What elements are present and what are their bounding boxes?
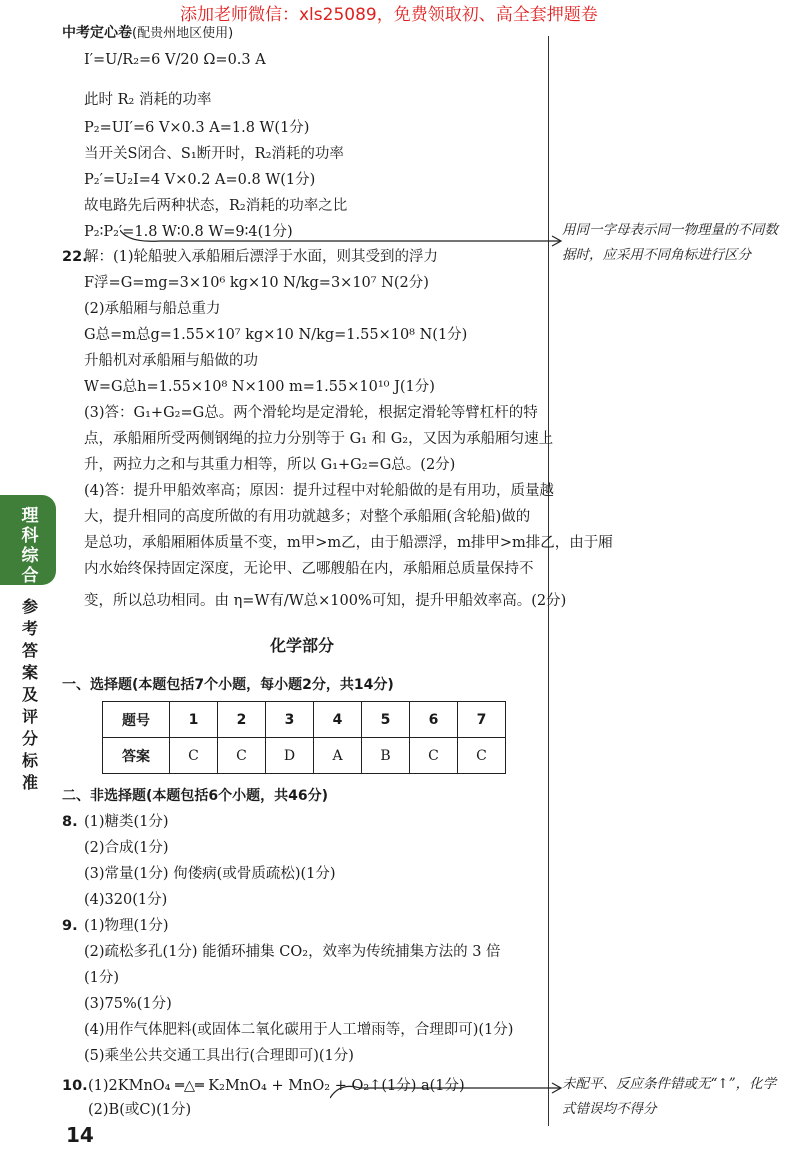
answer-line: (1)物理(1分) <box>84 918 169 934</box>
answer-line: 升，两拉力之和与其重力相等，所以 G₁+G₂=G总。(2分) <box>84 457 456 473</box>
answer-line: (3)答：G₁+G₂=G总。两个滑轮均是定滑轮，根据定滑轮等臂杠杆的特 <box>84 405 538 421</box>
chemistry-title: 化学部分 <box>270 636 335 655</box>
table-cell: 题号 <box>103 702 170 738</box>
table-cell: A <box>314 738 362 774</box>
answer-line: 内水始终保持固定深度，无论甲、乙哪艘船在内，承船厢总质量保持不 <box>84 561 534 577</box>
question-number: 8. <box>62 814 78 830</box>
margin-divider <box>548 36 549 1126</box>
table-cell: 6 <box>410 702 458 738</box>
note-arrow-icon <box>330 1078 565 1104</box>
table-row <box>103 738 506 774</box>
table-cell: 3 <box>266 702 314 738</box>
table-cell: 2 <box>218 702 266 738</box>
answer-line: 解：(1)轮船驶入承船厢后漂浮于水面，则其受到的浮力 <box>84 249 439 265</box>
answer-line: (2)疏松多孔(1分) 能循环捕集 CO₂，效率为传统捕集方法的 3 倍 <box>84 944 501 960</box>
answer-line: (2)承船厢与船总重力 <box>84 301 221 317</box>
answer-line: (4)答：提升甲船效率高；原因：提升过程中对轮船做的是有用功，质量越 <box>84 483 555 499</box>
answer-line: (3)75%(1分) <box>84 996 172 1012</box>
text-line: 故电路先后两种状态，R₂消耗的功率之比 <box>84 198 348 214</box>
answer-line: (4)320(1分) <box>84 892 168 908</box>
answer-line: 变，所以总功相同。由 η=W有/W总×100%可知，提升甲船效率高。(2分) <box>84 593 567 609</box>
page-header <box>62 22 233 42</box>
equation-line: P₂=UI′=6 V×0.3 A=1.8 W(1分) <box>84 120 310 136</box>
answer-line: (2)B(或C)(1分) <box>88 1102 192 1118</box>
answer-line: (1)2KMnO₄ ═△═ K₂MnO₄ + MnO₂ + O₂↑(1分) a(1分) <box>88 1078 465 1094</box>
answer-line: (4)用作气体肥料(或固体二氧化碳用于人工增雨等，合理即可)(1分) <box>84 1022 514 1038</box>
watermark-text: 添加老师微信：xls25089，免费领取初、高全套押题卷 <box>180 5 598 25</box>
table-cell: C <box>410 738 458 774</box>
header-title: 中考定心卷 <box>62 25 132 41</box>
answer-line: 升船机对承船厢与船做的功 <box>84 353 258 369</box>
answer-line: W=G总h=1.55×10⁸ N×100 m=1.55×10¹⁰ J(1分) <box>84 379 435 395</box>
table-cell: B <box>362 738 410 774</box>
page-number: 14 <box>66 1123 94 1147</box>
margin-note-subscripts: 用同一字母表示同一物理量的不同数据时，应采用不同角标进行区分 <box>562 222 778 263</box>
answer-line: (1)糖类(1分) <box>84 814 169 830</box>
table-cell: C <box>170 738 218 774</box>
question-number: 9. <box>62 918 78 934</box>
side-label: 参考答案及评分标准 <box>21 597 38 792</box>
part2-heading: 二、非选择题(本题包括6个小题，共46分) <box>62 788 329 804</box>
equation-line: P₂′=U₂I=4 V×0.2 A=0.8 W(1分) <box>84 172 316 188</box>
table-cell: C <box>458 738 506 774</box>
text-line: 当开关S闭合、S₁断开时，R₂消耗的功率 <box>84 146 344 162</box>
note-arrow-icon <box>120 225 565 255</box>
answer-line: (5)乘坐公共交通工具出行(合理即可)(1分) <box>84 1048 354 1064</box>
margin-note-equation: 未配平、反应条件错或无“↑”，化学式错误均不得分 <box>562 1076 777 1117</box>
table-cell: 答案 <box>103 738 170 774</box>
answer-line: G总=m总g=1.55×10⁷ kg×10 N/kg=1.55×10⁸ N(1分) <box>84 327 468 343</box>
subject-tab-text: 理科综合 <box>21 506 39 586</box>
part1-heading: 一、选择题(本题包括7个小题，每小题2分，共14分) <box>62 677 394 693</box>
table-cell: 4 <box>314 702 362 738</box>
answer-table <box>102 701 506 774</box>
question-number: 10. <box>62 1078 88 1094</box>
text-line: 此时 R₂ 消耗的功率 <box>84 92 212 108</box>
table-cell: 7 <box>458 702 506 738</box>
table-header-row <box>103 702 506 738</box>
table-cell: D <box>266 738 314 774</box>
answer-line: 大，提升相同的高度所做的有用功就越多；对整个承船厢(含轮船)做的 <box>84 509 531 525</box>
table-cell: 1 <box>170 702 218 738</box>
header-subtitle: (配贵州地区使用) <box>132 26 234 41</box>
answer-line: F浮=G=mg=3×10⁶ kg×10 N/kg=3×10⁷ N(2分) <box>84 275 429 291</box>
answer-line: (1分) <box>84 970 120 986</box>
equation-line: P₂∶P₂′=1.8 W∶0.8 W=9∶4(1分) <box>84 224 293 240</box>
table-cell: C <box>218 738 266 774</box>
answer-line: 点，承船厢所受两侧钢绳的拉力分别等于 G₁ 和 G₂，又因为承船厢匀速上 <box>84 431 554 447</box>
answer-line: (2)合成(1分) <box>84 840 169 856</box>
equation-line: I′=U/R₂=6 V/20 Ω=0.3 A <box>84 52 266 68</box>
answer-line: 是总功，承船厢厢体质量不变，m甲>m乙，由于船漂浮，m排甲>m排乙，由于厢 <box>84 535 613 551</box>
question-number: 22. <box>62 249 88 265</box>
answer-line: (3)常量(1分) 佝偻病(或骨质疏松)(1分) <box>84 866 336 882</box>
table-cell: 5 <box>362 702 410 738</box>
